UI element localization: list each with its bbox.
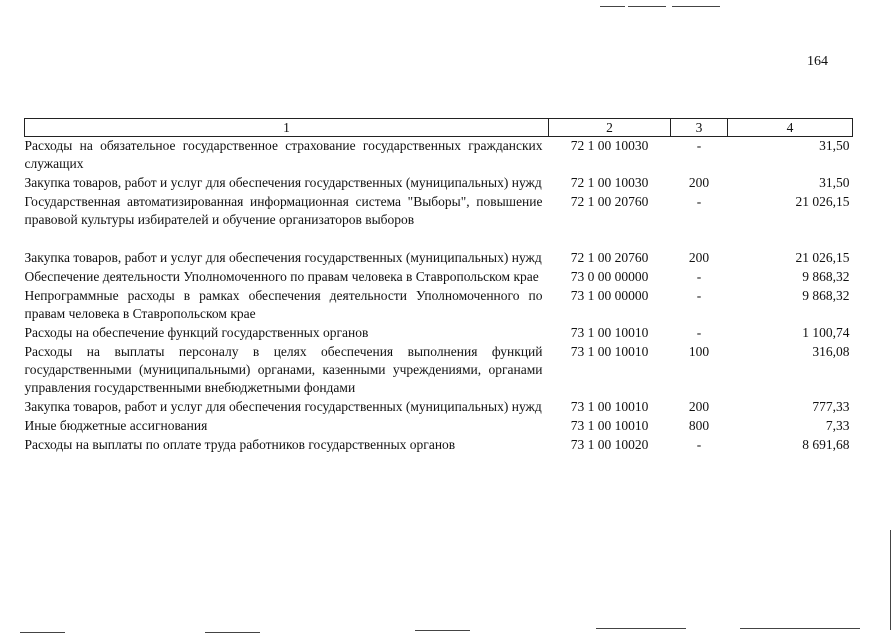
row-description: Непрограммные расходы в рамках обеспечения деятельности Уполномоченного по правам человека в Ставропольском крае (24, 288, 543, 321)
scan-artifact (20, 632, 65, 633)
row-description: Обеспечение деятельности Уполномоченного по правам человека в Ставропольском крае (24, 269, 539, 284)
row-amount: 7,33 (825, 418, 850, 433)
budget-table (24, 118, 853, 455)
table-row (25, 137, 853, 175)
row-description: Государственная автоматизированная информационная система "Выборы", повышение правовой культуры избирателей и обучение организаторов выборов (24, 194, 543, 227)
header-row (25, 119, 853, 137)
row-description: Иные бюджетные ассигнования (24, 418, 208, 433)
row-amount: 9 868,32 (802, 269, 850, 284)
scan-artifact (600, 6, 625, 7)
table-row (25, 343, 853, 398)
row-description: Расходы на обязательное государственное страхование государственных гражданских служащих (24, 138, 543, 171)
scan-artifact (205, 632, 260, 633)
row-amount: 9 868,32 (802, 288, 850, 303)
row-code: 72 1 00 10030 (570, 138, 649, 153)
row-description: Закупка товаров, работ и услуг для обеспечения государственных (муниципальных) нужд (24, 250, 542, 265)
row-type: 200 (688, 175, 710, 190)
table-row (25, 287, 853, 324)
table-row (25, 268, 853, 287)
column-header-2: 2 (549, 119, 671, 137)
row-amount: 21 026,15 (795, 194, 850, 209)
row-amount: 316,08 (812, 344, 850, 359)
row-type: - (696, 437, 702, 452)
row-amount: 1 100,74 (802, 325, 850, 340)
scan-artifact (672, 6, 720, 7)
row-code: 73 0 00 00000 (570, 269, 649, 284)
table-row (25, 249, 853, 268)
row-type: - (696, 138, 702, 153)
table-row (25, 193, 853, 249)
row-code: 72 1 00 10030 (570, 175, 649, 190)
row-type: - (696, 269, 702, 284)
table-row (25, 324, 853, 343)
row-type: - (696, 288, 702, 303)
row-code: 73 1 00 10010 (570, 418, 649, 433)
row-amount: 8 691,68 (802, 437, 850, 452)
row-amount: 777,33 (812, 399, 850, 414)
row-code: 73 1 00 10010 (570, 399, 649, 414)
table-row (25, 417, 853, 436)
row-amount: 21 026,15 (795, 250, 850, 265)
column-header-1: 1 (25, 119, 549, 137)
row-code: 72 1 00 20760 (570, 194, 649, 209)
row-description: Расходы на выплаты по оплате труда работников государственных органов (24, 437, 456, 452)
page-number: 164 (807, 54, 828, 69)
row-type: - (696, 194, 702, 209)
table-row (25, 174, 853, 193)
row-type: 800 (688, 418, 710, 433)
scan-artifact (628, 6, 666, 7)
row-type: 200 (688, 399, 710, 414)
column-header-3: 3 (671, 119, 728, 137)
scan-artifact (890, 530, 891, 630)
scan-artifact (596, 628, 686, 629)
row-code: 73 1 00 10010 (570, 344, 649, 359)
row-description: Расходы на обеспечение функций государственных органов (24, 325, 369, 340)
table-row (25, 436, 853, 455)
row-code: 73 1 00 00000 (570, 288, 649, 303)
row-amount: 31,50 (819, 138, 850, 153)
row-description: Закупка товаров, работ и услуг для обеспечения государственных (муниципальных) нужд (24, 175, 542, 190)
row-description: Закупка товаров, работ и услуг для обеспечения государственных (муниципальных) нужд (24, 399, 542, 414)
row-description: Расходы на выплаты персоналу в целях обеспечения выполнения функций государственными (муниципальными) органами, казенными учреждениями, органами управления государственными внебюджетными фондами (24, 344, 543, 395)
scan-artifact (740, 628, 860, 629)
scan-artifact (415, 630, 470, 631)
row-amount: 31,50 (819, 175, 850, 190)
column-header-4: 4 (728, 119, 853, 137)
row-code: 73 1 00 10020 (570, 437, 649, 452)
row-code: 72 1 00 20760 (570, 250, 649, 265)
row-code: 73 1 00 10010 (570, 325, 649, 340)
row-type: - (696, 325, 702, 340)
row-type: 100 (688, 344, 710, 359)
row-type: 200 (688, 250, 710, 265)
table-row (25, 398, 853, 417)
